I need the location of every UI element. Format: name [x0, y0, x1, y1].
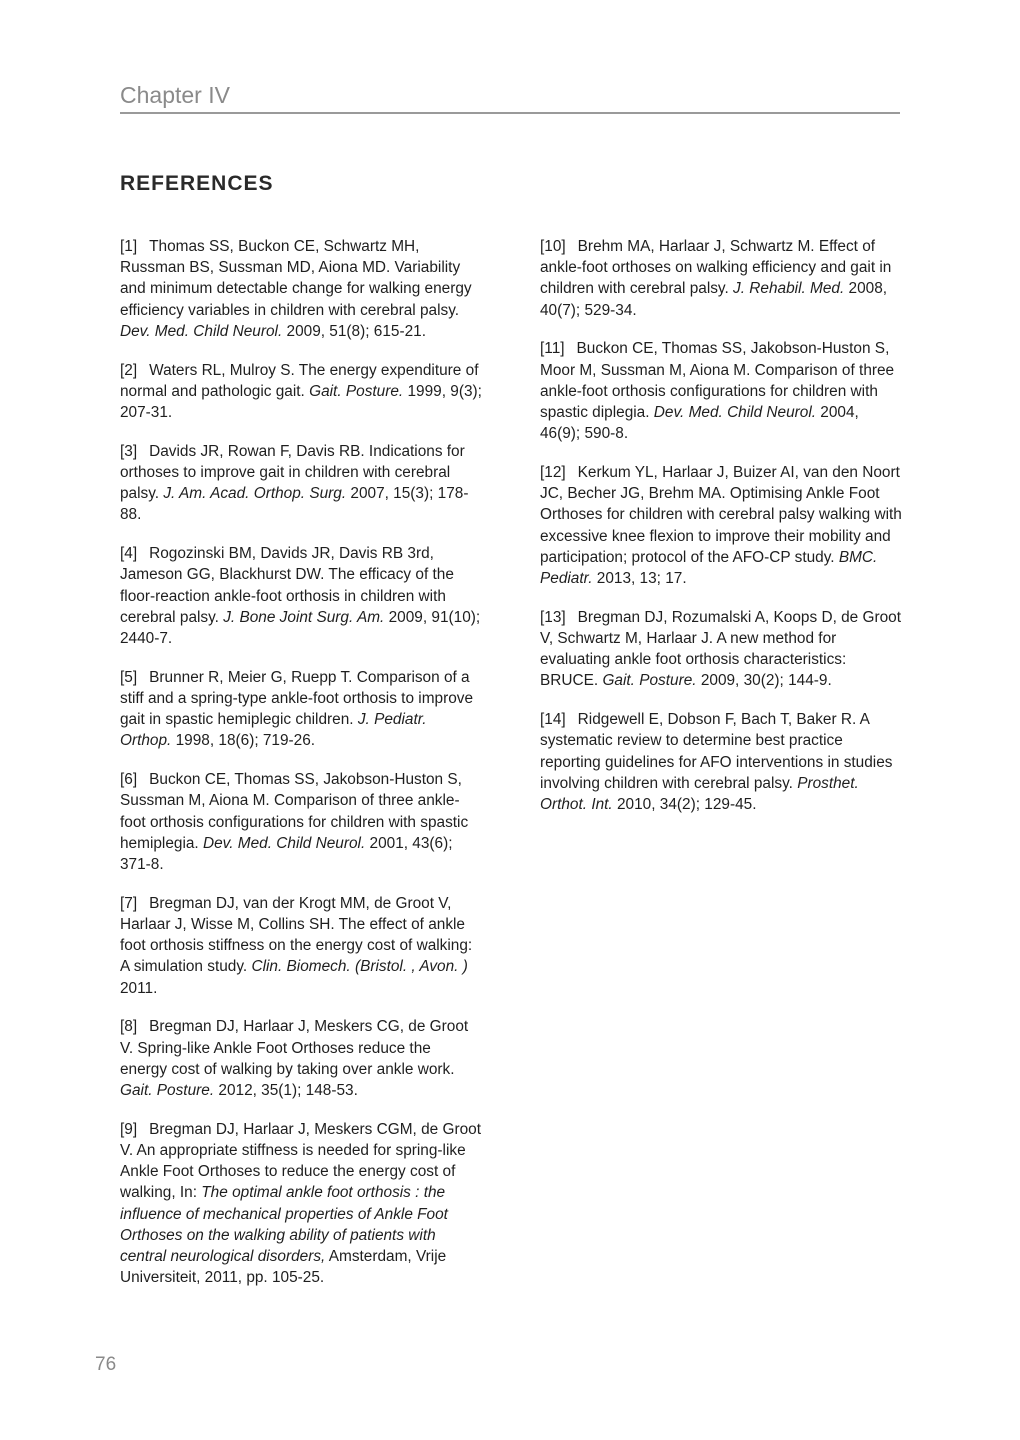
reference-citation: 2008, 40(7); 529-34.	[540, 280, 888, 319]
reference-text: Bregman DJ, van der Krogt MM, de Groot V, Harlaar J, Wisse M, Collins SH. The effect of ankle foot orthosis stiffness on the energy cost of walking: A simulation study.	[120, 894, 473, 976]
reference-journal: J. Am. Acad. Orthop. Surg.	[163, 485, 347, 503]
reference-item	[120, 236, 482, 342]
reference-number: [11]	[540, 340, 565, 358]
reference-item	[540, 607, 902, 692]
reference-citation: 2012, 35(1); 148-53.	[214, 1082, 358, 1100]
reference-number: [1]	[120, 238, 138, 255]
reference-journal: J. Bone Joint Surg. Am.	[223, 608, 385, 626]
reference-journal: J. Rehabil. Med.	[733, 280, 845, 298]
reference-item	[540, 236, 902, 321]
reference-number: [12]	[540, 464, 566, 482]
reference-item	[120, 543, 482, 649]
reference-number: [14]	[540, 711, 566, 729]
reference-text: Thomas SS, Buckon CE, Schwartz MH, Russman BS, Sussman MD, Aiona MD. Variability and minimum detectable change for walking energy efficiency variables in children with cerebral palsy.	[120, 238, 472, 319]
reference-citation: 2009, 30(2); 144-9.	[696, 672, 832, 690]
reference-text: Waters RL, Mulroy S. The energy expenditure of normal and pathologic gait.	[120, 361, 479, 400]
reference-citation: 2007, 15(3); 178-88.	[120, 485, 469, 524]
reference-number: [7]	[120, 894, 138, 912]
reference-journal: Prosthet. Orthot. Int.	[540, 774, 859, 814]
reference-journal: BMC. Pediatr.	[540, 548, 878, 588]
reference-citation: 2009, 91(10); 2440-7.	[120, 608, 481, 648]
reference-journal: Gait. Posture.	[120, 1082, 215, 1100]
reference-journal: Dev. Med. Child Neurol.	[203, 834, 366, 852]
reference-citation: 2010, 34(2); 129-45.	[612, 796, 757, 814]
reference-number: [6]	[120, 771, 138, 789]
reference-number: [8]	[120, 1018, 138, 1036]
reference-citation: 2009, 51(8); 615-21.	[282, 322, 426, 340]
reference-citation: 1998, 18(6); 719-26.	[171, 732, 316, 750]
reference-journal: J. Pediatr. Orthop.	[120, 711, 427, 750]
reference-text: Bregman DJ, Harlaar J, Meskers CG, de Groot V. Spring-like Ankle Foot Orthoses reduce the energy cost of walking by taking over ankle work.	[120, 1018, 469, 1078]
reference-journal: Gait. Posture.	[602, 672, 697, 690]
references-column-right	[540, 236, 902, 833]
reference-journal: The optimal ankle foot orthosis : the influence of mechanical properties of Ankle Foot Orthoses on the walking ability of patients with central neurological disorders,	[120, 1184, 448, 1266]
reference-number: [5]	[120, 668, 138, 686]
reference-text: Buckon CE, Thomas SS, Jakobson-Huston S, Moor M, Sussman M, Aiona M. Comparison of three ankle-foot orthosis configurations for children with spastic diplegia.	[540, 340, 895, 422]
reference-citation: 2004, 46(9); 590-8.	[540, 404, 859, 443]
reference-item	[120, 667, 482, 752]
reference-text: Kerkum YL, Harlaar J, Buizer AI, van den Noort JC, Becher JG, Brehm MA. Optimising Ankle Foot Orthoses for children with cerebral palsy walking with excessive knee flexion to improve their mobility and participation; protocol of the AFO-CP study.	[540, 464, 902, 566]
reference-citation: 2011.	[120, 979, 158, 997]
chapter-header: Chapter IV	[120, 80, 900, 114]
reference-number: [2]	[120, 361, 138, 379]
references-column-left	[120, 236, 482, 1306]
reference-text: Bregman DJ, Harlaar J, Meskers CGM, de Groot V. An appropriate stiffness is needed for spring-like Ankle Foot Orthoses to reduce the energy cost of walking, In:	[120, 1120, 481, 1202]
reference-item	[120, 1016, 482, 1101]
reference-number: [9]	[120, 1120, 138, 1138]
references-heading: REFERENCES	[120, 172, 274, 195]
reference-citation: 2013, 13; 17.	[592, 570, 687, 588]
reference-number: [10]	[540, 238, 566, 255]
page-number: 76	[95, 1354, 117, 1375]
reference-text: Brehm MA, Harlaar J, Schwartz M. Effect of ankle-foot orthoses on walking efficiency and gait in children with cerebral palsy.	[540, 238, 892, 298]
reference-item	[120, 893, 482, 999]
reference-citation: 2001, 43(6); 371-8.	[120, 834, 453, 874]
reference-item	[120, 441, 482, 526]
reference-item	[540, 462, 902, 589]
reference-text: Buckon CE, Thomas SS, Jakobson-Huston S, Sussman M, Aiona M. Comparison of three ankle-foot orthosis configurations for children with spastic hemiplegia.	[120, 771, 469, 852]
reference-text: Brunner R, Meier G, Ruepp T. Comparison of a stiff and a spring-type ankle-foot orthosis to improve gait in spastic hemiplegic children.	[120, 668, 474, 729]
reference-journal: Clin. Biomech. (Bristol. , Avon. )	[251, 958, 468, 976]
reference-number: [13]	[540, 608, 566, 626]
reference-text: Davids JR, Rowan F, Davis RB. Indications for orthoses to improve gait in children with cerebral palsy.	[120, 442, 465, 503]
reference-text: Bregman DJ, Rozumalski A, Koops D, de Groot V, Schwartz M, Harlaar J. A new method for evaluating ankle foot orthosis characteristics: BRUCE.	[540, 608, 902, 690]
reference-citation: 1999, 9(3); 207-31.	[120, 382, 482, 422]
reference-item	[540, 709, 902, 815]
reference-item	[540, 338, 902, 444]
reference-text: Ridgewell E, Dobson F, Bach T, Baker R. A systematic review to determine best practice reporting guidelines for AFO interventions in studies involving children with cerebral palsy.	[540, 711, 893, 792]
reference-journal: Gait. Posture.	[309, 382, 404, 400]
reference-citation: Amsterdam, Vrije Universiteit, 2011, pp. 105-25.	[120, 1248, 447, 1287]
reference-number: [3]	[120, 442, 138, 460]
reference-item	[120, 769, 482, 875]
reference-item	[120, 1119, 482, 1289]
reference-journal: Dev. Med. Child Neurol.	[653, 404, 817, 422]
reference-text: Rogozinski BM, Davids JR, Davis RB 3rd, Jameson GG, Blackhurst DW. The efficacy of the floor-reaction ankle-foot orthosis in children with cerebral palsy.	[120, 545, 454, 626]
reference-item	[120, 360, 482, 424]
reference-number: [4]	[120, 545, 138, 563]
reference-journal: Dev. Med. Child Neurol.	[120, 322, 283, 340]
